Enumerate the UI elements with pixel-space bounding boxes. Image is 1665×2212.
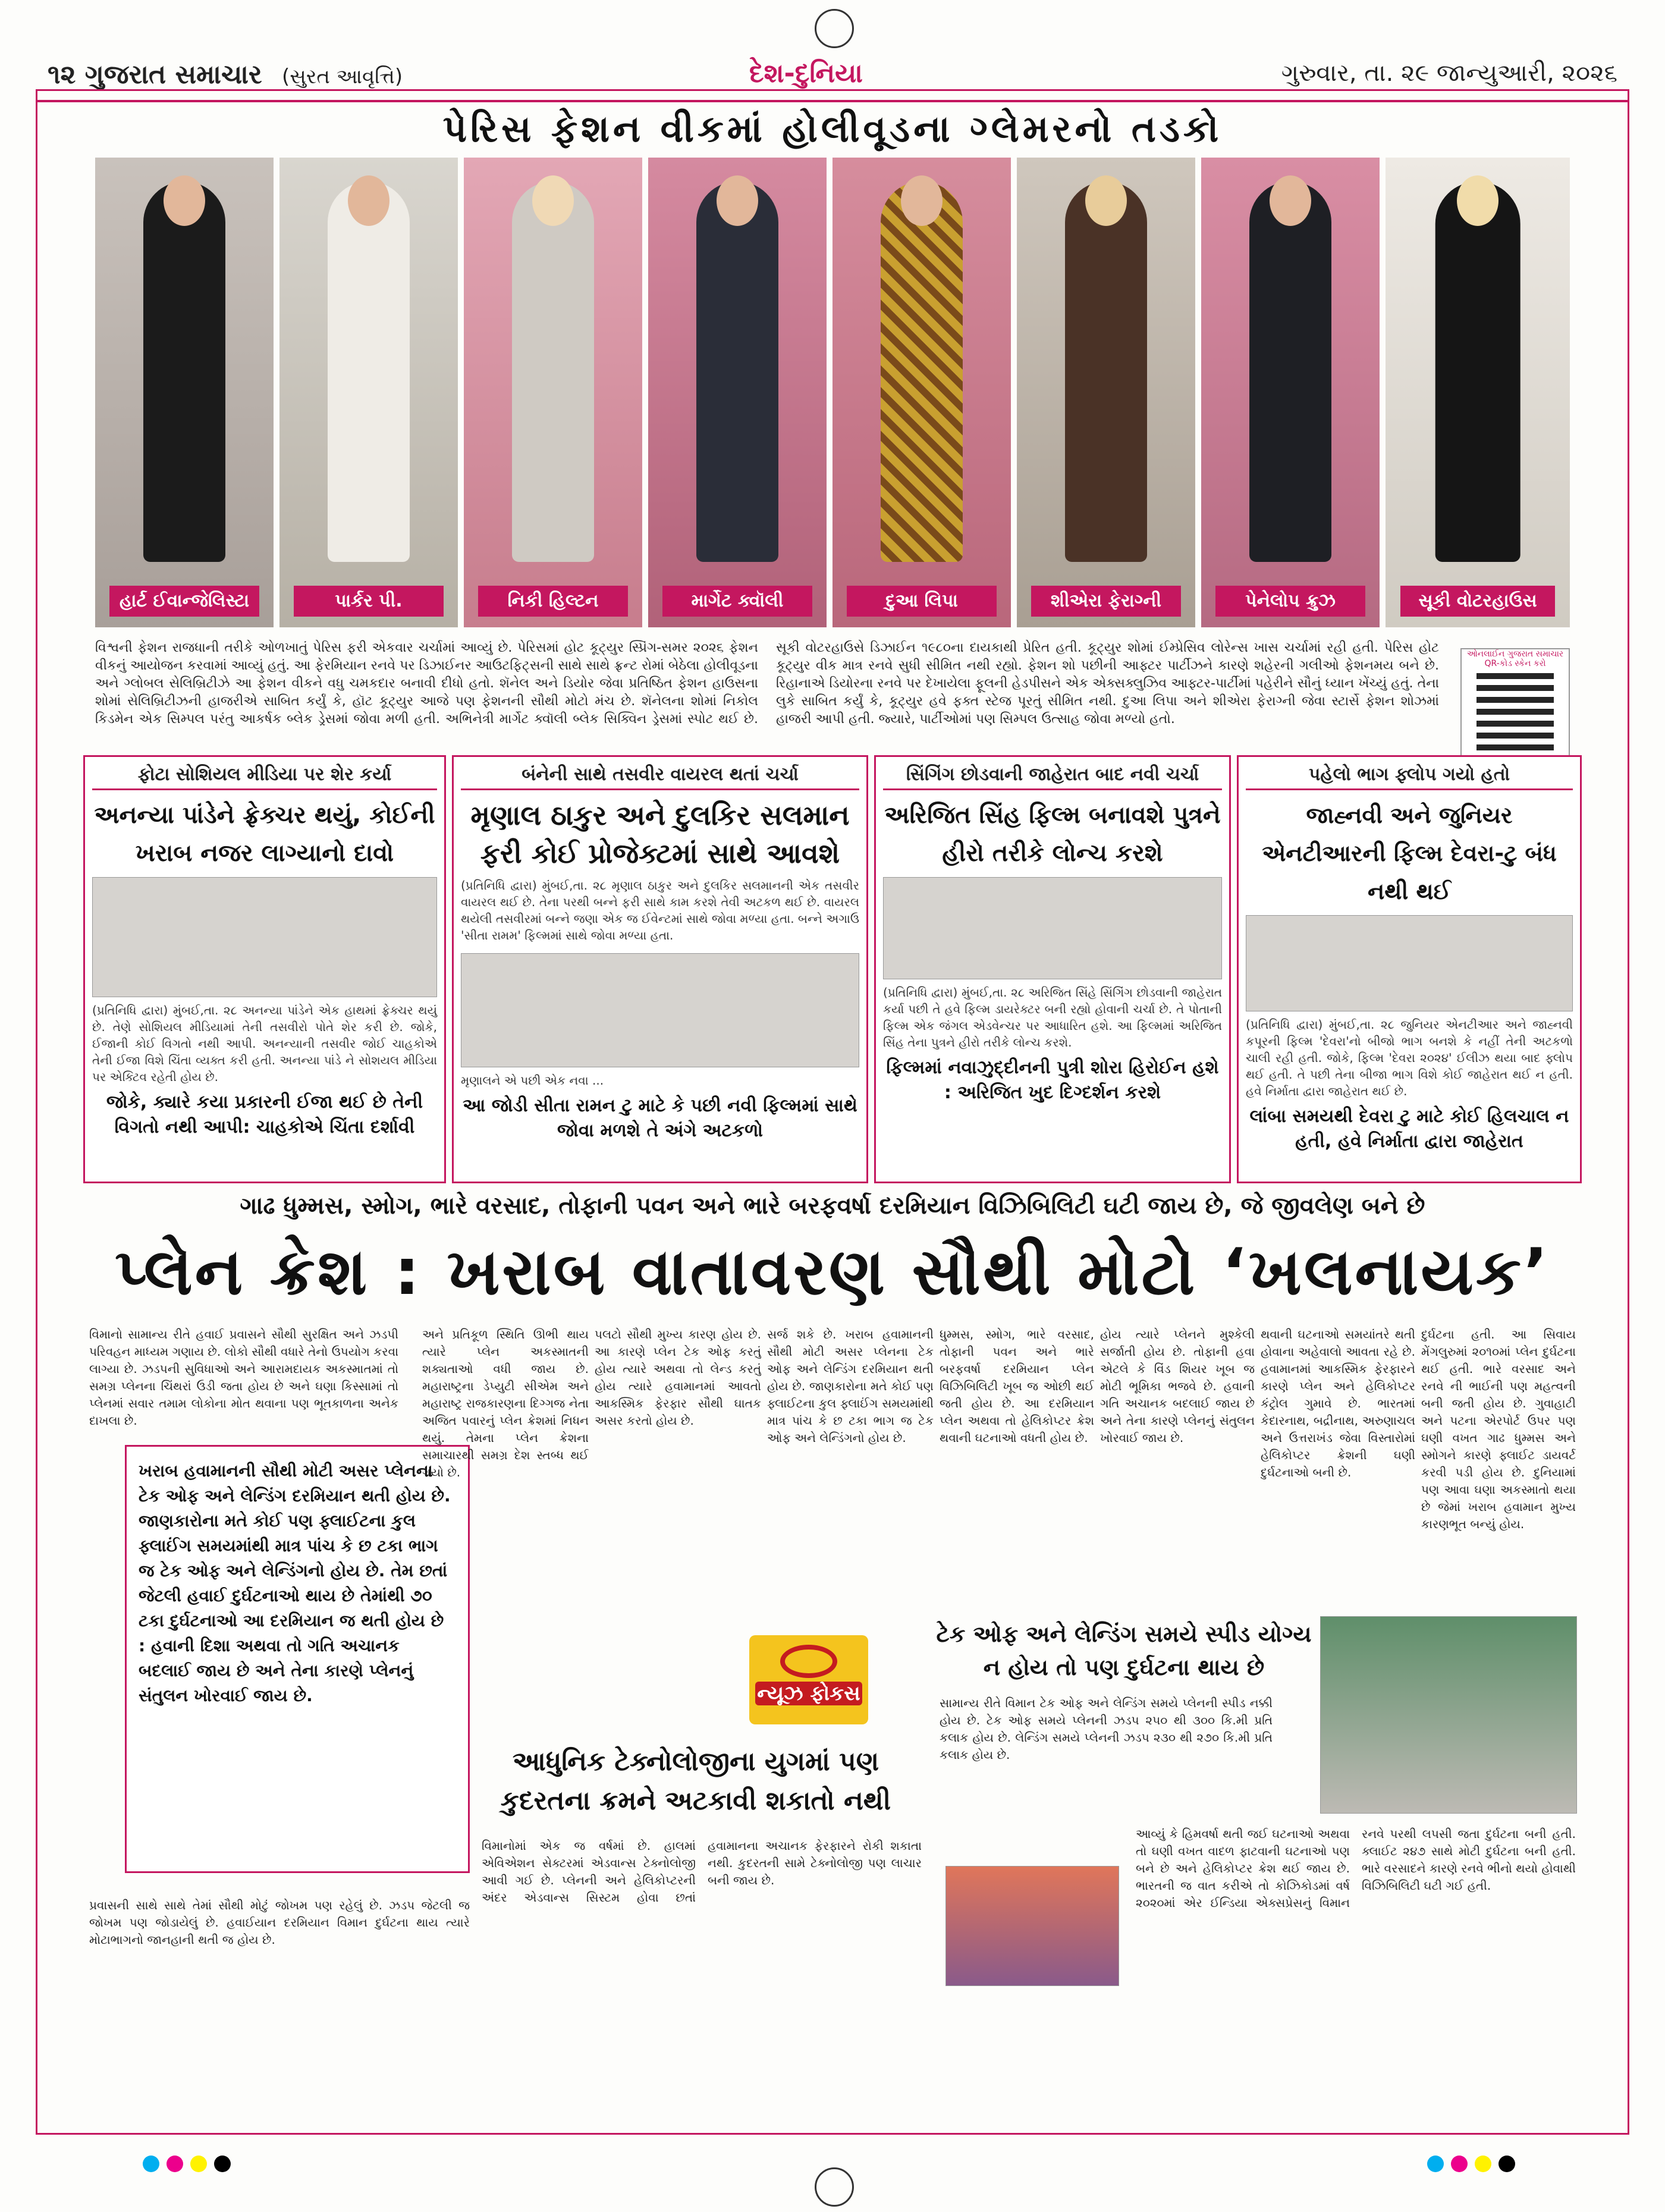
date-label: ગુરુવાર, તા. ૨૯ જાન્યુઆરી, ૨૦૨૬	[1281, 59, 1617, 87]
story-photo	[883, 877, 1222, 979]
story-column: ધુમ્મસ, સ્મોગ, ભારે વરસાદ, તોફાની પવન અને ભારે બરફવર્ષા દરમિયાન પ્લેન વિઝિબિલિટી ખૂબ જ ઓછી થઈ જતી હોય છે. આ દરમિયાન પ્લેન અથવા તો હેલિકોપ્ટર ક્રેશ થવાની ઘટનાઓ વધતી હોય છે.	[940, 1327, 1094, 1445]
story-box-arijit	[874, 755, 1231, 1183]
story-column: દુર્ઘટના હતી. આ સિવાય મેંગલુરુમાં ૨૦૧૦માં પ્લેન દુર્ઘટના થઈ હતી. ભારે વરસાદ અને રનવે ની ભાઈની પણ મહત્વની બની જતી હોય છે. ગુવાહાટી અને પટના એરપોર્ટ ઉપર પણ ઘણી વખત ગાઢ ધુમ્મસ અને સ્મોગને કારણે ફ્લાઈટ ડાયવર્ટ કરવી પડી હોય છે. દુનિયામાં પણ આવા ઘણા અકસ્માતો થયા છે જેમાં ખરાબ હવામાન મુખ્ય કારણભૂત બન્યું હોય.	[1421, 1327, 1576, 1531]
story-box-mrunal	[452, 755, 868, 1183]
box-kicker: બંનેની સાથે તસવીર વાયરલ થતાં ચર્ચા	[461, 764, 859, 790]
print-swatch	[214, 2156, 231, 2172]
print-swatch	[143, 2156, 159, 2172]
story-column: અને પ્રતિકૂળ સ્થિતિ ઊભી થાય ત્યારે પ્લેન અકસ્માતની શક્યતાઓ વધી જાય છે. મહારાષ્ટ્રના ડેપ્યુટી સીએમ અને મહારાષ્ટ્ર રાજકારણના દિગ્ગજ નેતા અજિત પવારનું પ્લેન ક્રેશમાં નિધન થયું. તેમના પ્લેન ક્રેશના સમાચારથી સમગ્ર દેશ સ્તબ્ધ થઈ ગયો છે.	[422, 1327, 589, 1479]
photo-3	[464, 158, 642, 627]
aircraft-photo	[945, 1866, 1119, 1986]
qr-code-icon	[1476, 673, 1554, 750]
story-column: આવ્યું કે હિમવર્ષા થતી જઈ ઘટનાઓ અથવા તો ઘણી વખત વાદળ ફાટવાની ઘટનાઓ પણ બને છે અને હેલિકોપ્ટર ક્રેશ થઈ જાય છે. ભારતની જ વાત કરીએ તો કોઝિકોડમાં વર્ષ ૨૦૨૦માં એર ઈન્ડિયા એક્સપ્રેસનું વિમાન રનવે પરથી લપસી જતા દુર્ઘટના બની હતી. ક્લાઈટ ૨૪૭ સાથે મોટી દુર્ઘટના બની હતી. ભારે વરસાદને કારણે રનવે ભીનો થયો હોવાથી વિઝિબિલિટી ઘટી ગઈ હતી.	[1136, 1827, 1576, 1910]
story-photo	[461, 953, 859, 1067]
subhead-technology: આધુનિક ટેક્નોલોજીના યુગમાં પણ કુદરતના ક્રમને અટકાવી શકાતો નથી	[500, 1746, 891, 1816]
print-swatch	[1498, 2156, 1515, 2172]
box-headline: અરિજિત સિંહ ફિલ્મ બનાવશે પુત્રને હીરો તરીકે લોન્ચ કરશે	[884, 802, 1221, 867]
photo-6	[1017, 158, 1195, 627]
box-footer: આ જોડી સીતા રામન ટુ માટે કે પછી નવી ફિલ્મમાં સાથે જોવા મળશે તે અંગે અટકળો	[463, 1095, 857, 1141]
box-footer: ફિલ્મમાં નવાઝુદ્દીનની પુત્રી શોરા હિરોઈન હશે : અરિજિત ખુદ દિગ્દર્શન કરશે	[886, 1057, 1219, 1103]
main-headline: પ્લેન ક્રેશ : ખરાબ વાતાવરણ સૌથી મોટો ‘ખલનાયક’	[114, 1235, 1551, 1309]
photo-7	[1201, 158, 1380, 627]
print-swatch	[1427, 2156, 1444, 2172]
photo-2	[279, 158, 458, 627]
registration-mark-top	[815, 9, 854, 48]
subhead-speed: ટેક ઓફ અને લેન્ડિંગ સમયે સ્પીડ યોગ્ય ન હોય તો પણ દુર્ઘટના થાય છે	[936, 1621, 1312, 1680]
photo-caption: માર્ગેટ ક્વૉલી	[662, 586, 812, 617]
photo-4	[648, 158, 827, 627]
story-column: પલટો સૌથી મુખ્ય કારણ હોય છે. આ કારણે પ્લેન ટેક ઓફ કરતું હોય ત્યારે અથવા તો લેન્ડ કરતું હોય ત્યારે હવામાનમાં આવતો આકસ્મિક ફેરફાર સૌથી ઘાતક અસર કરતો હોય છે.	[595, 1327, 761, 1428]
box-kicker: સિંગિંગ છોડવાની જાહેરાત બાદ નવી ચર્ચા	[883, 764, 1222, 790]
brand-label: ન્યૂઝ ફોકસ	[755, 1682, 862, 1705]
box-kicker: ફોટા સોશિયલ મીડિયા પર શેર કર્યા	[92, 764, 437, 790]
story-column: પ્રવાસની સાથે સાથે તેમાં સૌથી મોટું જોખમ પણ રહેલું છે. ઝડપ જેટલી જ જોખમ પણ જોડાયેલું છે. હવાઈયાન દરમિયાન વિમાન દુર્ઘટના થાય ત્યારે મોટાભાગનો જાનહાની થતી જ હોય છે.	[89, 1898, 470, 1947]
box-footer: લાંબા સમયથી દેવરા ટુ માટે કોઈ હિલચાલ ન હતી, હવે નિર્માતા દ્વારા જાહેરાત	[1249, 1106, 1569, 1152]
print-swatch	[1451, 2156, 1468, 2172]
story-column: હોય ત્યારે પ્લેનને મુશ્કેલી સર્જાતી હોય છે. તોફાની હવા એટલે કે વિંડ શિયર ખૂબ જ મોટી ભૂમિકા ભજવે છે. હવાની ગતિ અચાનક બદલાઈ જાય છે અને તેના કારણે પ્લેનનું સંતુલન ખોરવાઈ જાય છે.	[1100, 1327, 1255, 1445]
story-column: સામાન્ય રીતે વિમાન ટેક ઓફ અને લેન્ડિંગ સમયે પ્લેનની સ્પીડ નક્કી હોય છે. ટેક ઓફ સમયે પ્લેનની ઝડપ ૨૫૦ થી ૩૦૦ કિ.મી પ્રતિ કલાક હોય છે. લેન્ડિંગ સમયે પ્લેનની ઝડપ ૨૩૦ થી ૨૭૦ કિ.મી પ્રતિ કલાક હોય છે.	[940, 1696, 1273, 1762]
photo-caption: હાર્ટ ઈવાન્જેલિસ્ટા	[109, 586, 259, 617]
edition-label: (સુરત આવૃત્તિ)	[282, 65, 403, 89]
box-headline: અનન્યા પાંડેને ફ્રેક્ચર થયું, કોઈની ખરાબ નજર લાગ્યાનો દાવો	[94, 802, 435, 867]
news-focus-logo	[749, 1635, 868, 1724]
box-headline: મૃણાલ ઠાકુર અને દુલકિર સલમાન ફરી કોઈ પ્રોજેક્ટમાં સાથે આવશે	[470, 799, 850, 869]
print-swatch	[190, 2156, 207, 2172]
photo-caption: દુઆ લિપા	[847, 586, 997, 617]
story-box-ananya	[83, 755, 446, 1183]
header-rule	[36, 100, 1629, 102]
fashion-gallery	[95, 158, 1570, 627]
section-label: દેશ-દુનિયા	[749, 58, 863, 89]
photo-caption: મૃણાલને એ પછી એક નવા ...	[461, 1073, 604, 1088]
qr-code-block[interactable]	[1460, 648, 1570, 766]
photo-caption: નિકી હિલ્ટન	[478, 586, 628, 617]
box-body: (પ્રતિનિધિ દ્વારા) મુંબઈ,તા. ૨૮ મૃણાલ ઠાકુર અને દુલકિર સલમાનની એક તસવીર વાયરલ થઈ છે. તેના પરથી બન્ને ફરી સાથે કામ કરશે તેવી અટકળ થઈ છે. વાયરલ થયેલી તસવીરમાં બન્ને જણા એક જ ઈવેન્ટમાં સાથે જોવા મળ્યા હતા. બન્ને અગાઉ 'સીતા રામમ' ફિલ્મમાં સાથે જોવા મળ્યા હતા.	[461, 878, 859, 942]
photo-caption: પાર્કર પી.	[294, 586, 444, 617]
box-kicker: પહેલો ભાગ ફ્લોપ ગયો હતો	[1246, 764, 1573, 790]
box-headline: જાહ્નવી અને જુનિયર એનટીઆરની ફિલ્મ દેવરા-ટુ બંધ નથી થઈ	[1262, 802, 1557, 904]
photo-5	[832, 158, 1011, 627]
box-footer: જોકે, ક્યારે કયા પ્રકારની ઈજા થઈ છે તેની વિગતો નથી આપી: ચાહકોએ ચિંતા દર્શાવી	[106, 1092, 423, 1138]
crash-site-photo	[1320, 1616, 1577, 1814]
eye-icon	[780, 1645, 837, 1678]
photo-caption: પેનેલોપ ક્રુઝ	[1215, 586, 1365, 617]
qr-label: ઓનલાઈન ગુજરાત સમાચાર QR-કોડ સ્કેન કરો	[1466, 649, 1564, 668]
story-column: વિમાનોમાં એક જ વર્ષમાં છે. હાલમાં એવિએશન સેક્ટરમાં એડવાન્સ ટેક્નોલોજી આવી ગઈ છે. પ્લેનની અને હેલિકોપ્ટરની અંદર એડવાન્સ સિસ્ટમ હોવા છતાં હવામાનના અચાનક ફેરફારને રોકી શકાતા નથી. કુદરતની સામે ટેક્નોલોજી પણ લાચાર બની જાય છે.	[482, 1839, 922, 1905]
registration-mark-bottom	[815, 2167, 854, 2207]
photo-1	[95, 158, 274, 627]
main-kicker: ગાઢ ધુમ્મસ, સ્મોગ, ભારે વરસાદ, તોફાની પવન અને ભારે બરફવર્ષા દરમિયાન વિઝિબિલિટી ઘટી જાય છે, જે જીવલેણ બને છે	[240, 1192, 1425, 1220]
fashion-intro-text: વિશ્વની ફેશન રાજધાની તરીકે ઓળખાતું પેરિસ ફરી એકવાર ચર્ચામાં આવ્યું છે. પેરિસમાં હોટ કૂટ્યુર સ્પ્રિંગ-સમર ૨૦૨૬ ફેશન વીકનું આયોજન કરવામાં આવ્યું હતું. આ ફેરમિયાન રનવે પર ડિઝાઈનર આઉટફિટ્સની સાથે સાથે ફ્રન્ટ રોમાં બેઠેલા હોલીવૂડના અને ગ્લોબલ સેલિબ્રિટીઝે આ ફેશન વીકને વધુ ચમકદાર બનાવી દીધો હતો. શૅનેલ અને ડિયોર જેવા પ્રતિષ્ઠિત ફેશન હાઉસના શોમાં સેલિબ્રિટીઝની હાજરીએ સાબિત કર્યું કે, હૉટ કૂટ્યુર આજે પણ ફેશનની સૌથી મોટો મંચ છે. શૅનેલના શોમાં નિકોલ કિડમેન એક સિમ્પલ પરંતુ આકર્ષક બ્લેક ડ્રેસમાં જોવા મળી હતી. અભિનેત્રી માર્ગેટ ક્વૉલી બ્લેક સિક્વિન ડ્રેસમાં સ્પોટ થઈ છે. સૂકી વોટરહાઉસે ડિઝાઈન ૧૯૮૦ના દાયકાથી પ્રેરિત હતી. કૂટ્યુર શોમાં ઈમ્પ્રેસિવ લોરેન્સ ખાસ ચર્ચામાં રહી હતી. પેરિસ હોટ કૂટ્યુર વીક માત્ર રનવે સુધી સીમિત નથી રહ્યો. ફેશન શો પછીની આફ્ટર પાર્ટીઝને કારણે શહેરની ગલીઓ ફેશનમય બને છે. રિહાનાએ ડિયોરના રનવે પર દેખાયેલા ફૂલની હેડપીસને એક એક્સક્લુઝિવ આફ્ટર-પાર્ટીમાં પહેરીને સૌનું ધ્યાન ખેંચ્યું હતું. તેના લુકે સાબિત કર્યું કે, કૂટ્યુર હવે ફક્ત સ્ટેજ પૂરતું સીમિત નથી. દુઆ લિપા અને શીએરા ફેરાગ્ની જેવા સ્ટાર્સે ફેશન શોઝમાં હાજરી આપી હતી. જ્યારે, પાર્ટીઓમાં પણ સિમ્પલ ઉત્સાહ જોવા મળ્યો હતો.	[95, 640, 1439, 727]
print-swatch	[1475, 2156, 1491, 2172]
story-column: વિમાનો સામાન્ય રીતે હવાઈ પ્રવાસને સૌથી સુરક્ષિત અને ઝડપી પરિવહન માધ્યમ ગણાય છે. લોકો સૌથી વધારે તેનો ઉપયોગ કરવા લાગ્યા છે. ઝડપની સુવિધાઓ અને આરામદાયક અકસ્માતમાં તો સમગ્ર પ્લેનના ચિંથરાં ઉડી જતા હોય છે અને ઘણા કિસ્સામાં તો પ્લેનમાં સવાર તમામ લોકોના મોત થવાના પણ ભૂતકાળના અનેક દાખલા છે.	[89, 1327, 398, 1427]
photo-caption: શીએરા ફેરાગ્ની	[1031, 586, 1181, 617]
photo-caption: સૂકી વોટરહાઉસ	[1400, 586, 1555, 617]
main-story-body	[89, 1326, 1576, 2123]
story-box-devara	[1237, 755, 1582, 1183]
box-body: (પ્રતિનિધિ દ્વારા) મુંબઈ,તા. ૨૮ અરિજિત સિંહે સિંગિંગ છોડવાની જાહેરાત કર્યા પછી તે હવે ફિલ્મ ડાયરેક્ટર બની રહ્યો હોવાની ચર્ચા છે. તે પોતાની ફિલ્મ એક જંગલ એડવેન્ચર પર આધારિત હશે. આ ફિલ્મમાં અરિજિત સિંહ તેના પુત્રને હીરો તરીકે લોન્ચ કરશે.	[883, 985, 1222, 1050]
story-column: થવાની ઘટનાઓ સમયાંતરે થતી હોવાના અહેવાલો આવતા રહે છે. હવામાનમાં આકસ્મિક ફેરફારને કારણે પ્લેન અને હેલિકોપ્ટર કંટ્રોલ ગુમાવે છે. ભારતમાં કેદારનાથ, બદ્રીનાથ, અરુણાચલ અને ઉત્તરાખંડ જેવા વિસ્તારોમાં હેલિકોપ્ટર ક્રેશની ઘણી દુર્ઘટનાઓ બની છે.	[1261, 1327, 1415, 1479]
print-swatch	[166, 2156, 183, 2172]
box-body: (પ્રતિનિધિ દ્વારા) મુંબઈ,તા. ૨૮ અનન્યા પાંડેને એક હાથમાં ફ્રેક્ચર થયું છે. તેણે સોશિયલ મીડિયામાં તેની તસવીરો પોતે શેર કરી છે. જોકે, ઈજાની કોઈ વિગતો નથી આપી. અનન્યાની તસવીર જોઈ ચાહકોએ તેની ઈજા વિશે ચિંતા વ્યક્ત કરી હતી. અનન્યા પાંડે ને સોશયલ મીડિયા પર એક્ટિવ રહેતી હોય છે.	[92, 1003, 437, 1084]
story-column: સર્જ શકે છે. ખરાબ હવામાનની સૌથી મોટી અસર પ્લેનના ટેક ઓફ અને લેન્ડિંગ દરમિયાન થતી હોય છે. જાણકારોના મતે કોઈ પણ ફ્લાઈટના કુલ ફ્લાઈંગ સમયમાંથી માત્ર પાંચ કે છ ટકા ભાગ જ ટેક ઓફ અને લેન્ડિંગનો હોય છે.	[767, 1327, 934, 1445]
box-body: (પ્રતિનિધિ દ્વારા) મુંબઈ,તા. ૨૮ જુનિયર એનટીઆર અને જાહ્નવી કપૂરની ફિલ્મ 'દેવરા'નો બીજો ભાગ બનશે કે નહીં તેની અટકળો ચાલી રહી હતી. જોકે, ફિલ્મ 'દેવરા ૨૦૨૪' ઈલીઝ થયા બાદ ફ્લોપ થઈ હતી. તે પછી તેના બીજા ભાગ વિશે કોઈ જાહેરાત થઈ ન હતી. હવે નિર્માતા દ્વારા જાહેરાત થઈ છે.	[1246, 1017, 1573, 1098]
story-photo	[1246, 915, 1573, 1011]
callout-box: ખરાબ હવામાનની સૌથી મોટી અસર પ્લેનના ટેક ઓફ અને લેન્ડિંગ દરમિયાન થતી હોય છે. જાણકારોના મતે કોઈ પણ ફ્લાઈટના કુલ ફ્લાઈંગ સમયમાંથી માત્ર પાંચ કે છ ટકા ભાગ જ ટેક ઓફ અને લેન્ડિંગનો હોય છે. તેમ છતાં જેટલી હવાઈ દુર્ઘટનાઓ થાય છે તેમાંથી ૭૦ ટકા દુર્ઘટનાઓ આ દરમિયાન જ થતી હોય છે : હવાની દિશા અથવા તો ગતિ અચાનક બદલાઈ જાય છે અને તેના કારણે પ્લેનનું સંતુલન ખોરવાઈ જાય છે.	[125, 1445, 470, 1873]
masthead	[48, 59, 403, 90]
story-photo	[92, 877, 437, 997]
fashion-headline: પેરિસ ફેશન વીકમાં હોલીવૂડના ગ્લેમરનો તડકો	[442, 107, 1223, 150]
masthead-title: ૧૨ ગુજરાત સમાચાર	[48, 59, 262, 90]
photo-8	[1386, 158, 1570, 627]
